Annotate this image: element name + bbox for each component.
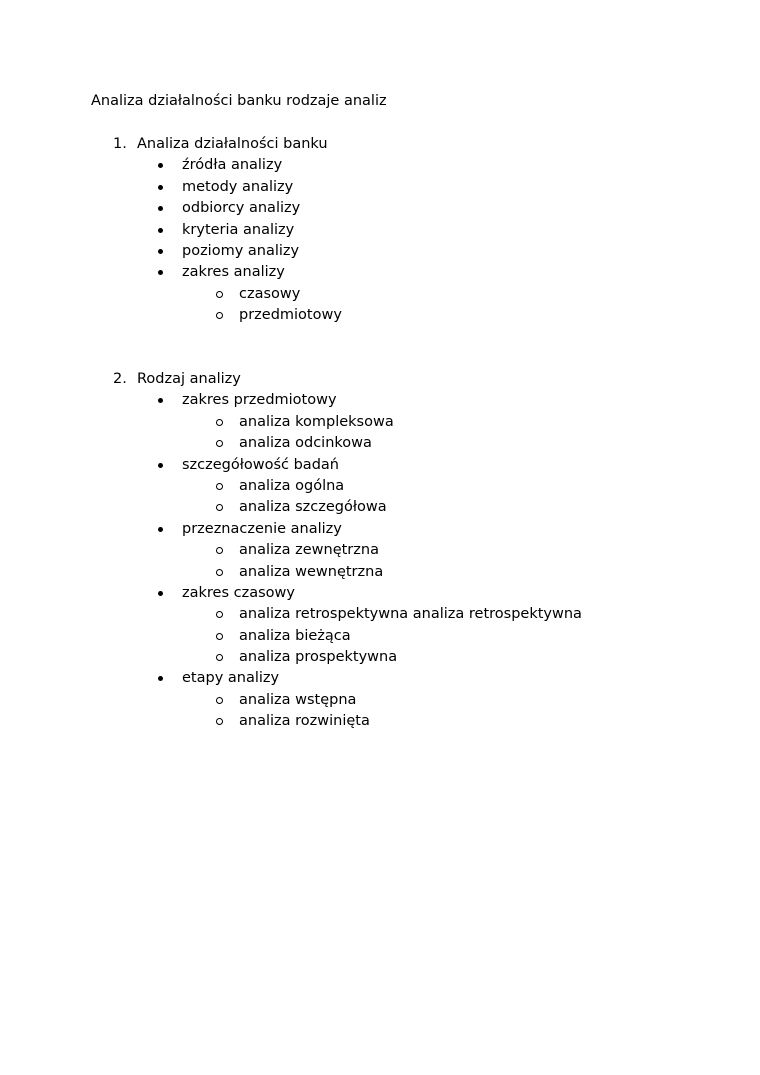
bullet-icon [158, 270, 163, 275]
list-item [0, 241, 760, 262]
sub-list-item [0, 412, 760, 433]
list-item [0, 177, 760, 198]
sub-list-item [0, 305, 760, 326]
list-item-label: zakres przedmiotowy [182, 392, 337, 409]
bullet-icon [158, 398, 163, 403]
sub-list-item-label: analiza prospektywna [239, 649, 398, 666]
bullet-icon [158, 249, 163, 254]
section-heading-row [0, 369, 760, 390]
bullet-icon [158, 527, 163, 532]
list-item-label: zakres czasowy [182, 584, 295, 601]
sub-list-item [0, 497, 760, 518]
circle-bullet-icon [216, 611, 223, 618]
bullet-icon [158, 206, 163, 211]
sub-list-item [0, 690, 760, 711]
list-item-label: szczegółowość badań [182, 456, 339, 473]
section-heading-row [0, 134, 760, 155]
list-item [0, 262, 760, 283]
circle-bullet-icon [216, 633, 223, 640]
list-item-label: etapy analizy [182, 670, 280, 687]
sub-list-item-label: analiza bieżąca [239, 627, 351, 644]
circle-bullet-icon [216, 440, 223, 447]
list-item [0, 390, 760, 411]
bullet-icon [158, 228, 163, 233]
list-item-label: odbiorcy analizy [182, 200, 301, 217]
sub-list-item-label: analiza odcinkowa [239, 435, 372, 452]
circle-bullet-icon [216, 654, 223, 661]
sub-list-item-label: analiza rozwinięta [239, 713, 370, 730]
sub-list-item [0, 711, 760, 732]
list-item [0, 198, 760, 219]
list-item-label: zakres analizy [182, 264, 285, 281]
sub-list-item [0, 284, 760, 305]
list-item-label: kryteria analizy [182, 221, 295, 238]
sub-list-item [0, 433, 760, 454]
document-title: Analiza działalności banku rodzaje analiz [91, 93, 387, 109]
list-item [0, 519, 760, 540]
section-1 [0, 134, 760, 327]
sub-list-item [0, 647, 760, 668]
list-item-label: źródła analizy [182, 157, 283, 174]
section-number: 1. [113, 136, 127, 152]
list-item [0, 220, 760, 241]
sub-list-item-label: przedmiotowy [239, 307, 342, 324]
section-heading: Analiza działalności banku [137, 136, 328, 152]
sub-list-item-label: analiza wstępna [239, 691, 357, 708]
sub-list-item [0, 540, 760, 561]
circle-bullet-icon [216, 547, 223, 554]
bullet-icon [158, 676, 163, 681]
section-heading: Rodzaj analizy [137, 371, 241, 387]
section-number: 2. [113, 371, 127, 387]
sub-list-item-label: analiza zewnętrzna [239, 542, 379, 559]
sub-list-item-label: analiza ogólna [239, 477, 345, 494]
list-item [0, 155, 760, 176]
sub-list-item [0, 562, 760, 583]
sub-list-item [0, 604, 760, 625]
sub-list-item-label: analiza wewnętrzna [239, 563, 384, 580]
circle-bullet-icon [216, 483, 223, 490]
sub-list-item-label: analiza kompleksowa [239, 413, 394, 430]
circle-bullet-icon [216, 291, 223, 298]
list-item-label: przeznaczenie analizy [182, 520, 342, 537]
bullet-icon [158, 163, 163, 168]
circle-bullet-icon [216, 504, 223, 511]
list-item [0, 583, 760, 604]
list-item [0, 668, 760, 689]
circle-bullet-icon [216, 718, 223, 725]
list-item-label: poziomy analizy [182, 242, 300, 259]
sub-list-item-label: analiza retrospektywna analiza retrospektywna [239, 606, 582, 623]
bullet-icon [158, 463, 163, 468]
bullet-icon [158, 185, 163, 190]
list-item-label: metody analizy [182, 178, 294, 195]
sub-list-item [0, 626, 760, 647]
section-2 [0, 369, 760, 733]
bullet-icon [158, 591, 163, 596]
list-item [0, 455, 760, 476]
sub-list-item-label: czasowy [239, 285, 301, 302]
circle-bullet-icon [216, 697, 223, 704]
sub-list-item-label: analiza szczegółowa [239, 499, 387, 516]
sub-list-item [0, 476, 760, 497]
circle-bullet-icon [216, 569, 223, 576]
circle-bullet-icon [216, 312, 223, 319]
circle-bullet-icon [216, 419, 223, 426]
